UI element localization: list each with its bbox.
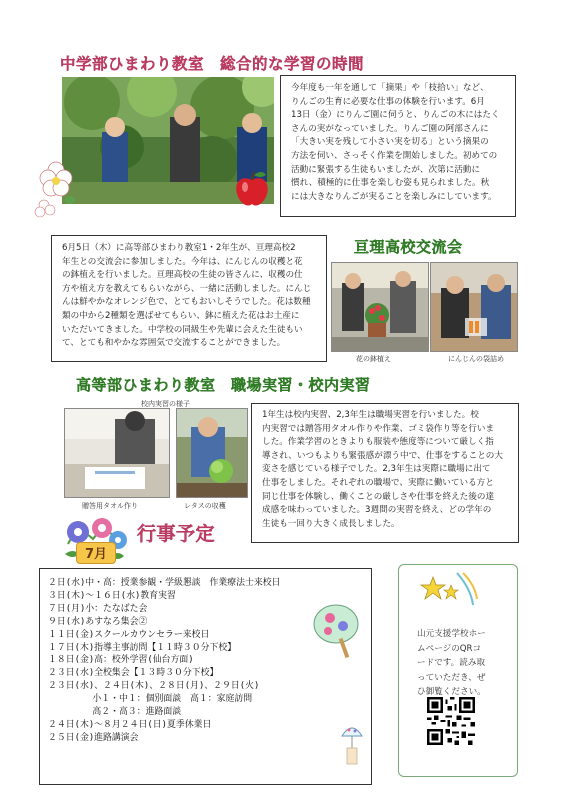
uchiwa-fan-illustration	[310, 600, 366, 660]
qr-code[interactable]	[427, 697, 475, 745]
section1-text: 今年度も一年を通して「摘果」や「枝拾い」など、 りんごの生育に必要な仕事の体験を行います。6月 13日（金）にりんご園に伺うと、りんごの木にはたく さんの実がなっていました。りんご園の阿部さんに 「大きい実を残して小さい実を切る」という摘果の 方法を伺い、さっそく作業を開始しました。初めての 活動に緊張する生徒もいましたが、次第に活動に 慣れ、積極的に仕事を楽しむ姿も見られました。秋 には大きなりんごが実ることを楽しみにしています。	[280, 75, 516, 217]
month-label: 7月	[84, 547, 108, 562]
towel-making-photo	[64, 408, 170, 498]
carrot-bagging-photo	[430, 262, 518, 352]
schedule-line: 高２・高３：進路面談	[48, 707, 182, 718]
schedule-line: ２３日(水)、２４日(木)、２８日(月)、２９日(火)	[48, 681, 260, 692]
carrot-bagging-caption: にんじんの袋詰め	[448, 355, 504, 363]
schedule-line: ２４日(木)～８月２４日(日)夏季休業日	[48, 719, 212, 730]
flower-pot-photo	[331, 262, 429, 352]
schedule-line: ７日(月)小：たなばた会	[48, 603, 148, 614]
wind-chime-illustration	[338, 720, 366, 770]
apple-icon	[234, 170, 270, 208]
section2-title: 亘理高校交流会	[354, 238, 463, 256]
schedule-line: １１日(金)スクールカウンセラー来校日	[48, 629, 210, 640]
qr-info-box	[398, 564, 518, 777]
apple-blossom-illustration	[34, 150, 78, 220]
section2-text: 6月5日（木）に高等部ひまわり教室1・2年生が、亘理高校2 年生との交流会に参加しました。今年は、にんじんの収穫と花 の鉢植えを行いました。亘理高校の生徒の皆さんに、収穫の仕 方や植え方を教えてもらいながら、一緒に活動しました。にんじ んは鮮やかなオレンジ色で、とてもおいしそうでした。花は数種 類の中から2種類を選ばせてもらい、鉢に植えた花はお土産に いただいてきました。中学校の同級生や先輩に会えた生徒もい て、とても和やかな雰囲気で交流することができました。	[51, 235, 327, 362]
schedule-line: １８日(金)高：校外学習(仙台方面)	[48, 655, 194, 666]
schedule-line: ２５日(金)進路講演会	[48, 732, 139, 743]
section3-text: 1年生は校内実習、2,3年生は職場実習を行いました。校 内実習では贈答用タオル作りや作業、ゴミ袋作り等を行いま した。作業学習のときよりも服装や態度等について厳しく指 導され、いつもよりも緊張感が漂う中で、仕事をすることの大 変さを感じている様子でした。2,3年生は実際に職場に出て 仕事をしました。それぞれの職場で、実際に働いている方と 同じ仕事を体験し、働くことの厳しさや仕事を終えた後の達 成感を味わっていました。3週間の実習を終え、どの学年の 生徒も一回り大きく成長しました。	[251, 403, 519, 543]
schedule-line: １７日(木)指導主事訪問【１１時３０分下校】	[48, 642, 237, 653]
lettuce-harvest-photo	[176, 408, 248, 498]
flower-pot-caption: 花の鉢植え	[356, 355, 391, 363]
qr-description: 山元支援学校ホー ムページのQRコ ードです。読み取 っていただき、ぜ ひ御覧ください。	[417, 629, 486, 697]
section1-title: 中学部ひまわり教室 総合的な学習の時間	[60, 55, 365, 73]
month-badge	[76, 542, 116, 564]
towel-caption: 贈答用タオル作り	[82, 502, 138, 510]
schedule-line: ９日(水)あすなろ集会②	[48, 616, 148, 627]
events-title: 行事予定	[137, 523, 216, 545]
schedule-line: ２日(水)中・高：授業参観・学級懇談 作業療法士来校日	[48, 578, 281, 588]
lettuce-caption: レタスの収穫	[184, 502, 226, 510]
schedule-line: ２３日(水)全校集会【１３時３０分下校】	[48, 668, 219, 679]
schedule-line: ３日(木)～１６日(水)教育実習	[48, 590, 176, 601]
star-icon	[419, 571, 479, 611]
schedule-line: 小１・中１：個別面談 高１：家庭訪問	[48, 694, 253, 705]
section3-title: 高等部ひまわり教室 職場実習・校内実習	[76, 376, 371, 394]
section3-photo-heading: 校内実習の様子	[141, 400, 190, 408]
